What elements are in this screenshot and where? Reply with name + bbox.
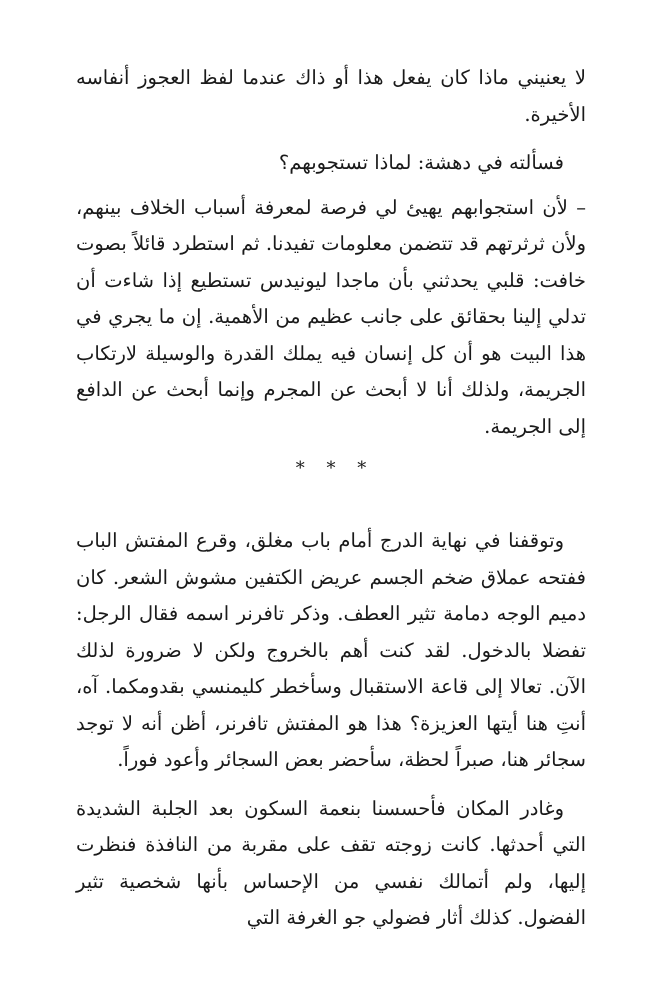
- separator-asterisk: *: [326, 458, 336, 479]
- spacer: [76, 779, 586, 791]
- paragraph-4: وتوقفنا في نهاية الدرج أمام باب مغلق، وقرع المفتش الباب ففتحه عملاق ضخم الجسم عريض الكتفين مشوش الشعر. كان دميم الوجه دمامة تثير العطف. وذكر تافرنر اسمه فقال الرجل: تفضلا بالدخول. لقد كنت أهم بالخروج ولكن لا ضرورة لذلك الآن. تعالا إلى قاعة الاستقبال وسأخطر كليمنسي بقدومكما. آه، أنتِ هنا أيتها العزيزة؟ هذا هو المفتش تافرنر، أظن أنه لا توجد سجائر هنا، صبراً لحظة، سأحضر بعض السجائر وأعود فوراً.: [76, 529, 586, 771]
- book-page: [76, 60, 586, 937]
- separator-asterisk: *: [357, 458, 367, 479]
- spacer: [76, 497, 586, 523]
- separator-asterisk: *: [295, 458, 305, 479]
- spacer: [76, 182, 586, 190]
- paragraph-2: فسألته في دهشة: لماذا تستجوبهم؟: [278, 151, 564, 174]
- paragraph-1: لا يعنيني ماذا كان يفعل هذا أو ذاك عندما لفظ العجوز أنفاسه الأخيرة.: [76, 66, 586, 126]
- section-separator: [76, 451, 586, 487]
- paragraph-5: وغادر المكان فأحسسنا بنعمة السكون بعد الجلبة الشديدة التي أحدثها. كانت زوجته تقف على مقربة من النافذة فنظرت إليها، ولم أتمالك نفسي من الإحساس بأنها شخصية تثير الفضول. كذلك أثار فضولي جو الغرفة التي: [76, 796, 586, 929]
- paragraph-3: – لأن استجوابهم يهيئ لي فرصة لمعرفة أسباب الخلاف بينهم، ولأن ثرثرتهم قد تتضمن معلومات تفيدنا. ثم استطرد قائلاً بصوت خافت: قلبي يحدثني بأن ماجدا ليونيدس تستطيع إذا شاءت أن تدلي إلينا بحقائق على جانب عظيم من الأهمية. إن ما يجري في هذا البيت هو أن كل إنسان فيه يملك القدرة والوسيلة لارتكاب الجريمة، ولذلك أنا لا أبحث عن المجرم وإنما أبحث عن الدافع إلى الجريمة.: [76, 195, 586, 438]
- spacer: [76, 133, 586, 145]
